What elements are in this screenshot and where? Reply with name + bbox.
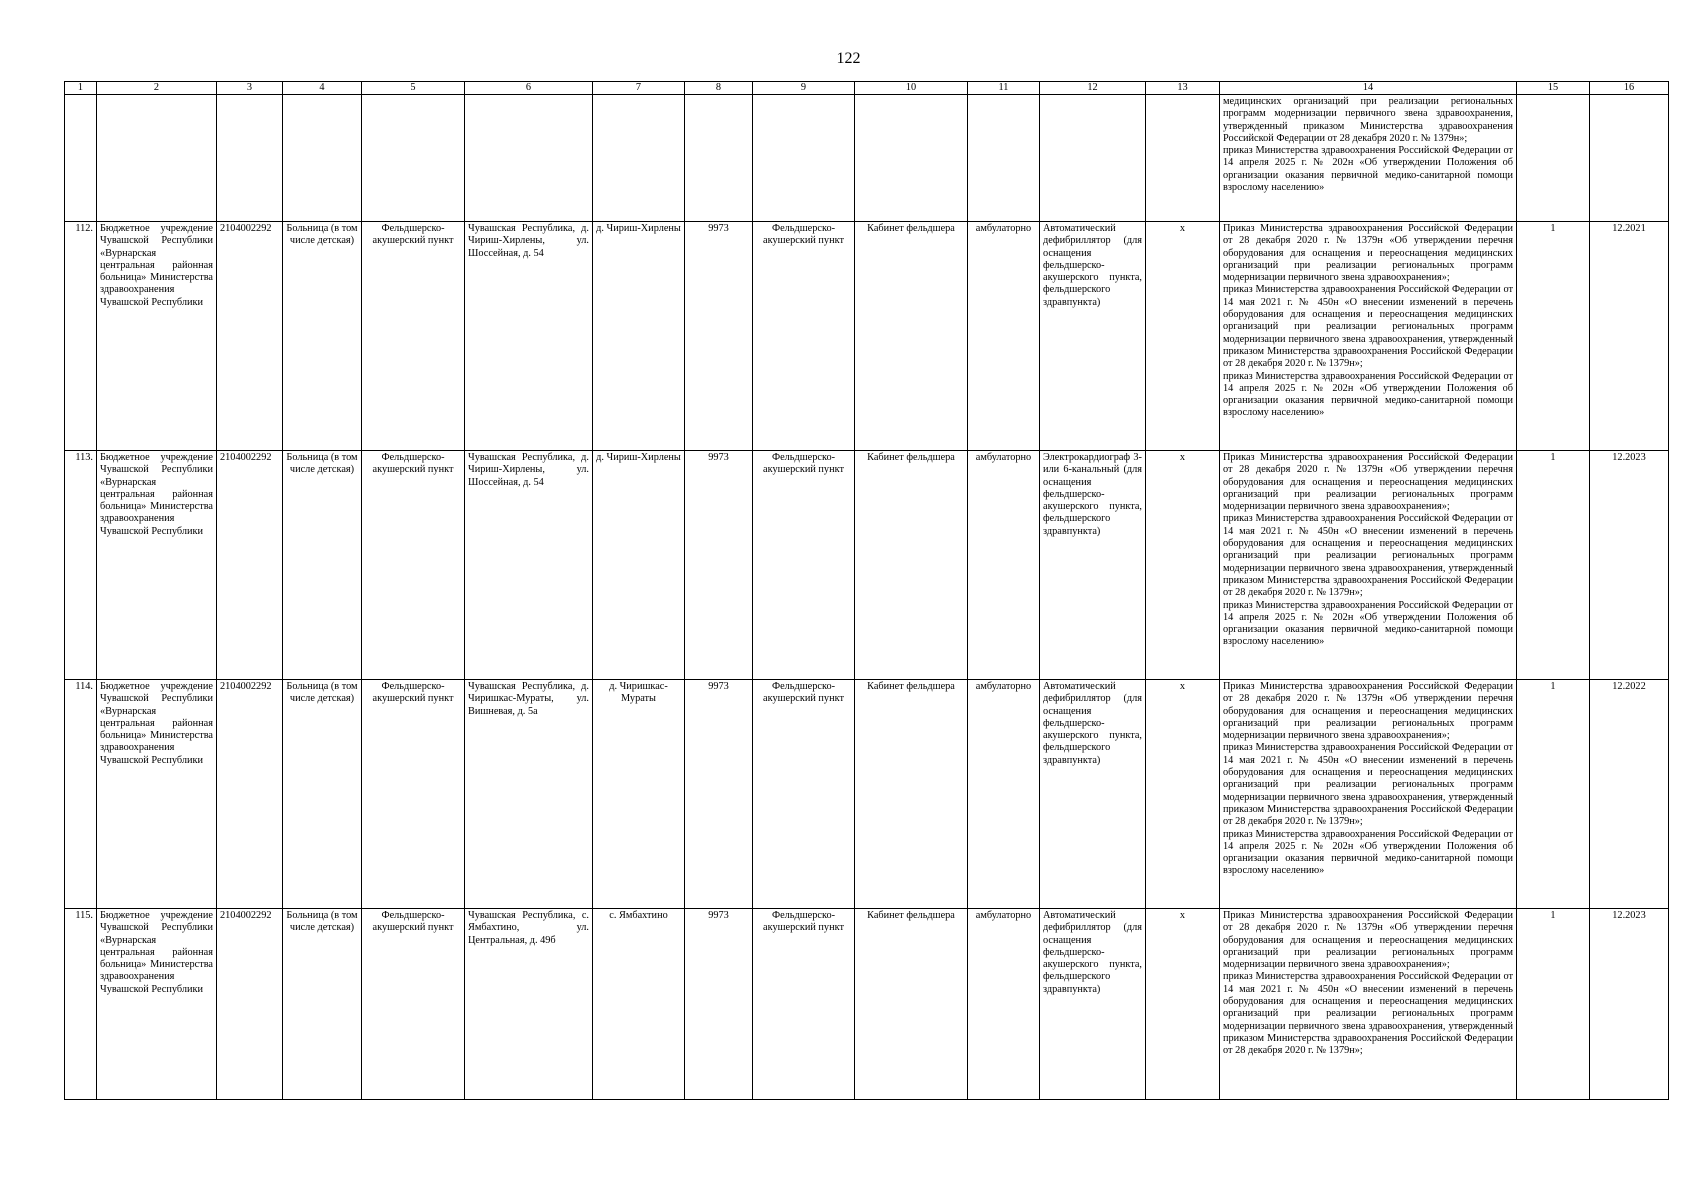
column-header: 8 (685, 82, 753, 95)
empty-cell (685, 95, 753, 222)
quantity: 1 (1517, 222, 1590, 451)
subdivision: Фельдшерско-акушерский пункт (753, 222, 855, 451)
empty-cell (65, 95, 97, 222)
col13-mark: x (1146, 909, 1220, 1100)
row-number: 112. (65, 222, 97, 451)
care-condition: амбулаторно (968, 222, 1040, 451)
continuation-row (65, 95, 1669, 222)
locality: с. Ямбахтино (593, 909, 685, 1100)
quantity: 1 (1517, 680, 1590, 909)
organization-name: Бюджетное учреждение Чувашской Республики «Вурнарская центральная районная больница» Министерства здравоохранения Чувашской Республики (97, 680, 217, 909)
care-condition: амбулаторно (968, 909, 1040, 1100)
column-header: 7 (593, 82, 685, 95)
equipment-name: Электрокардиограф 3- или 6-канальный (для оснащения фельдшерско-акушерского пункта, фельдшерского здравпункта) (1040, 451, 1146, 680)
empty-cell (1590, 95, 1669, 222)
empty-cell (1146, 95, 1220, 222)
column-header: 15 (1517, 82, 1590, 95)
equipment-registry-table (64, 81, 1669, 1100)
date: 12.2023 (1590, 451, 1669, 680)
care-condition: амбулаторно (968, 680, 1040, 909)
column-header: 10 (855, 82, 968, 95)
row-number: 115. (65, 909, 97, 1100)
column-header: 13 (1146, 82, 1220, 95)
empty-cell (593, 95, 685, 222)
code: 9973 (685, 909, 753, 1100)
legal-basis: Приказ Министерства здравоохранения Российской Федерации от 28 декабря 2020 г. № 1379н «Об утверждении перечня оборудования для оснащения и переоснащения медицинских организаций при реализации региональных программ модернизации первичного звена здравоохранения»; приказ Министерства здравоохранения Российской Федерации от 14 мая 2021 г. № 450н «О внесении изменений в перечень оборудования для оснащения и переоснащения медицинских организаций при реализации региональных программ модернизации первичного звена здравоохранения, утвержденный приказом Министерства здравоохранения Российской Федерации от 28 декабря 2020 г. № 1379н»; (1220, 909, 1517, 1100)
table-row (65, 451, 1669, 680)
row-number: 113. (65, 451, 97, 680)
empty-cell (1517, 95, 1590, 222)
organization-name: Бюджетное учреждение Чувашской Республики «Вурнарская центральная районная больница» Министерства здравоохранения Чувашской Республики (97, 222, 217, 451)
empty-cell (97, 95, 217, 222)
empty-cell (1040, 95, 1146, 222)
empty-cell (465, 95, 593, 222)
code: 9973 (685, 680, 753, 909)
row-number: 114. (65, 680, 97, 909)
date: 12.2023 (1590, 909, 1669, 1100)
column-header: 5 (362, 82, 465, 95)
locality: д. Чиришкас-Мураты (593, 680, 685, 909)
structural-unit: Фельдшерско-акушерский пункт (362, 680, 465, 909)
locality: д. Чириш-Хирлены (593, 222, 685, 451)
cabinet: Кабинет фельдшера (855, 451, 968, 680)
equipment-name: Автоматический дефибриллятор (для оснащения фельдшерско-акушерского пункта, фельдшерского здравпункта) (1040, 222, 1146, 451)
col13-mark: x (1146, 451, 1220, 680)
locality: д. Чириш-Хирлены (593, 451, 685, 680)
inn: 2104002292 (217, 451, 283, 680)
empty-cell (753, 95, 855, 222)
date: 12.2022 (1590, 680, 1669, 909)
legal-basis: Приказ Министерства здравоохранения Российской Федерации от 28 декабря 2020 г. № 1379н «Об утверждении перечня оборудования для оснащения и переоснащения медицинских организаций при реализации региональных программ модернизации первичного звена здравоохранения»; приказ Министерства здравоохранения Российской Федерации от 14 мая 2021 г. № 450н «О внесении изменений в перечень оборудования для оснащения и переоснащения медицинских организаций при реализации региональных программ модернизации первичного звена здравоохранения, утвержденный приказом Министерства здравоохранения Российской Федерации от 28 декабря 2020 г. № 1379н»; приказ Министерства здравоохранения Российской Федерации от 14 апреля 2025 г. № 202н «Об утверждении Положения об организации оказания первичной медико-санитарной помощи взрослому населению» (1220, 451, 1517, 680)
address: Чувашская Республика, д. Чириш-Хирлены, ул. Шоссейная, д. 54 (465, 222, 593, 451)
column-header: 6 (465, 82, 593, 95)
organization-name: Бюджетное учреждение Чувашской Республики «Вурнарская центральная районная больница» Министерства здравоохранения Чувашской Республики (97, 909, 217, 1100)
cabinet: Кабинет фельдшера (855, 909, 968, 1100)
legal-basis: Приказ Министерства здравоохранения Российской Федерации от 28 декабря 2020 г. № 1379н «Об утверждении перечня оборудования для оснащения и переоснащения медицинских организаций при реализации региональных программ модернизации первичного звена здравоохранения»; приказ Министерства здравоохранения Российской Федерации от 14 мая 2021 г. № 450н «О внесении изменений в перечень оборудования для оснащения и переоснащения медицинских организаций при реализации региональных программ модернизации первичного звена здравоохранения, утвержденный приказом Министерства здравоохранения Российской Федерации от 28 декабря 2020 г. № 1379н»; приказ Министерства здравоохранения Российской Федерации от 14 апреля 2025 г. № 202н «Об утверждении Положения об организации оказания первичной медико-санитарной помощи взрослому населению» (1220, 222, 1517, 451)
organization-type: Больница (в том числе детская) (283, 222, 362, 451)
column-header: 11 (968, 82, 1040, 95)
table-row (65, 222, 1669, 451)
column-header: 16 (1590, 82, 1669, 95)
cabinet: Кабинет фельдшера (855, 222, 968, 451)
subdivision: Фельдшерско-акушерский пункт (753, 909, 855, 1100)
structural-unit: Фельдшерско-акушерский пункт (362, 909, 465, 1100)
legal-basis-continuation: медицинских организаций при реализации региональных программ модернизации первичного звена здравоохранения, утвержденный приказом Министерства здравоохранения Российской Федерации от 28 декабря 2020 г. № 1379н»; приказ Министерства здравоохранения Российской Федерации от 14 апреля 2025 г. № 202н «Об утверждении Положения об организации оказания первичной медико-санитарной помощи взрослому населению» (1220, 95, 1517, 222)
column-header: 4 (283, 82, 362, 95)
organization-name: Бюджетное учреждение Чувашской Республики «Вурнарская центральная районная больница» Министерства здравоохранения Чувашской Республики (97, 451, 217, 680)
empty-cell (968, 95, 1040, 222)
quantity: 1 (1517, 451, 1590, 680)
legal-basis: Приказ Министерства здравоохранения Российской Федерации от 28 декабря 2020 г. № 1379н «Об утверждении перечня оборудования для оснащения и переоснащения медицинских организаций при реализации региональных программ модернизации первичного звена здравоохранения»; приказ Министерства здравоохранения Российской Федерации от 14 мая 2021 г. № 450н «О внесении изменений в перечень оборудования для оснащения и переоснащения медицинских организаций при реализации региональных программ модернизации первичного звена здравоохранения, утвержденный приказом Министерства здравоохранения Российской Федерации от 28 декабря 2020 г. № 1379н»; приказ Министерства здравоохранения Российской Федерации от 14 апреля 2025 г. № 202н «Об утверждении Положения об организации оказания первичной медико-санитарной помощи взрослому населению» (1220, 680, 1517, 909)
address: Чувашская Республика, с. Ямбахтино, ул. Центральная, д. 49б (465, 909, 593, 1100)
column-header: 14 (1220, 82, 1517, 95)
date: 12.2021 (1590, 222, 1669, 451)
care-condition: амбулаторно (968, 451, 1040, 680)
column-header: 12 (1040, 82, 1146, 95)
column-header: 9 (753, 82, 855, 95)
page-number: 122 (836, 50, 861, 67)
equipment-name: Автоматический дефибриллятор (для оснащения фельдшерско-акушерского пункта, фельдшерского здравпункта) (1040, 680, 1146, 909)
code: 9973 (685, 451, 753, 680)
organization-type: Больница (в том числе детская) (283, 451, 362, 680)
address: Чувашская Республика, д. Чиришкас-Мураты, ул. Вишневая, д. 5а (465, 680, 593, 909)
code: 9973 (685, 222, 753, 451)
organization-type: Больница (в том числе детская) (283, 680, 362, 909)
empty-cell (217, 95, 283, 222)
col13-mark: x (1146, 680, 1220, 909)
subdivision: Фельдшерско-акушерский пункт (753, 451, 855, 680)
structural-unit: Фельдшерско-акушерский пункт (362, 451, 465, 680)
subdivision: Фельдшерско-акушерский пункт (753, 680, 855, 909)
empty-cell (283, 95, 362, 222)
organization-type: Больница (в том числе детская) (283, 909, 362, 1100)
structural-unit: Фельдшерско-акушерский пункт (362, 222, 465, 451)
cabinet: Кабинет фельдшера (855, 680, 968, 909)
table-row (65, 680, 1669, 909)
quantity: 1 (1517, 909, 1590, 1100)
column-header: 2 (97, 82, 217, 95)
empty-cell (855, 95, 968, 222)
table-row (65, 909, 1669, 1100)
column-number-row (65, 82, 1669, 95)
equipment-name: Автоматический дефибриллятор (для оснащения фельдшерско-акушерского пункта, фельдшерского здравпункта) (1040, 909, 1146, 1100)
inn: 2104002292 (217, 680, 283, 909)
column-header: 3 (217, 82, 283, 95)
col13-mark: x (1146, 222, 1220, 451)
inn: 2104002292 (217, 222, 283, 451)
column-header: 1 (65, 82, 97, 95)
inn: 2104002292 (217, 909, 283, 1100)
address: Чувашская Республика, д. Чириш-Хирлены, ул. Шоссейная, д. 54 (465, 451, 593, 680)
empty-cell (362, 95, 465, 222)
